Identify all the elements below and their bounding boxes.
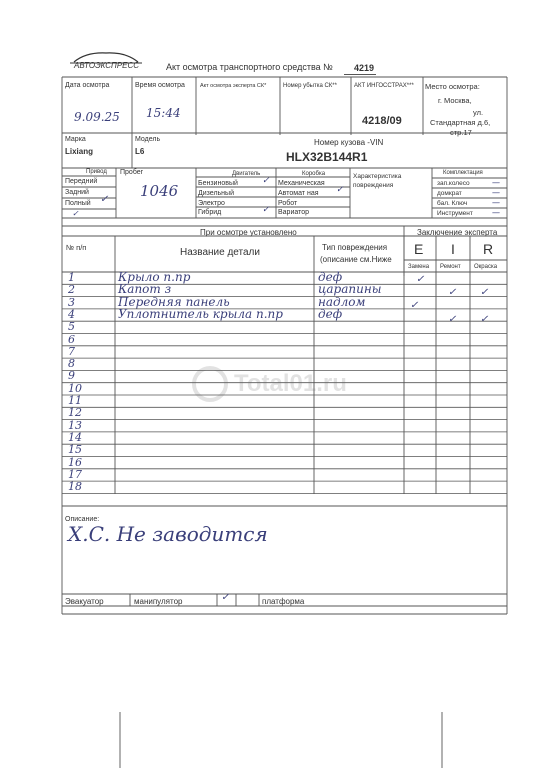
row-number: 10 [68,381,82,395]
row-part-name: Передняя панель [118,294,230,309]
row2-repair-check: ✓ [448,287,457,298]
evac-platform: платформа [262,597,305,606]
engine-diesel: Дизельный [198,190,234,197]
vin-label: Номер кузова -VIN [314,138,384,147]
row-number: 14 [68,430,82,444]
evac-manipulator: манипулятор [134,597,183,606]
ingos-label: АКТ ИНГОССТРАХ*** [354,83,414,89]
engine-title: Двигатель [232,171,261,177]
act-sk-label: Акт осмотра эксперта СК* [200,83,267,89]
engine-hybrid-check: ✓ [262,205,270,215]
kit-dash-1: — [492,178,500,187]
damage-char-title: Характеристика повреждения [353,173,402,189]
row-number: 13 [68,418,82,432]
place-line-4: стр.17 [450,128,472,137]
row-number: 11 [68,394,82,407]
gearbox-robot: Робот [278,200,298,207]
row-damage-type: деф [318,270,343,284]
place-line-1: г. Москва, [438,96,472,105]
row1-replace-check: ✓ [416,274,425,285]
row-number: 8 [68,357,75,371]
notes-text: Х.С. Не заводится [68,522,268,546]
evac-label: Эвакуатор [65,597,104,606]
row-number: 3 [68,295,75,309]
place-line-3: Стандартная д.6, [430,118,491,127]
col-damage-2: (описание см.Ниже [320,255,392,264]
row-number: 18 [68,480,82,494]
row-damage-type: царапины [318,282,382,297]
make-value: Lixiang [65,147,94,156]
loss-number-label: Номер убытка СК** [283,83,337,89]
notes-label: Описание: [65,516,100,523]
row-number: 9 [68,369,75,383]
engine-hybrid: Гибрид [198,209,222,216]
expert-title: Заключение эксперта [417,228,498,237]
time-label: Время осмотра [135,82,185,89]
col-num: № п/п [66,243,87,252]
row-number: 2 [68,283,75,297]
drive-extra-mark: ✓ [72,209,79,218]
kit-title: Комплектация [443,170,483,176]
mileage-value: 1046 [140,182,179,200]
established-title: При осмотре установлено [200,228,297,237]
row-damage-type: надлом [318,294,366,309]
kit-dash-4: — [492,208,500,217]
engine-petrol-check: ✓ [262,176,270,186]
gearbox-auto-check: ✓ [336,185,344,195]
row-number: 17 [68,467,82,481]
sub-r: Окраска [474,264,498,270]
act-title: Акт осмотра транспортного средства № [166,62,333,72]
engine-petrol: Бензиновый [198,180,238,187]
place-label: Место осмотра: [425,82,480,91]
kit-dash-2: — [492,188,500,197]
col-part: Название детали [180,247,260,258]
col-damage-1: Тип повреждения [322,243,388,252]
row-number: 12 [68,406,82,420]
row-part-name: Крыло п.пр [118,270,191,284]
row-number: 7 [68,344,75,358]
engine-electro: Электро [198,200,225,207]
gearbox-title: Коробка [302,171,326,177]
col-r: R [483,241,494,257]
drive-full: Полный [65,200,91,207]
col-e: E [414,241,424,257]
row3-replace-check: ✓ [410,300,419,311]
row-number: 5 [68,320,75,334]
row4-paint-check: ✓ [480,314,489,325]
col-i: I [451,241,455,257]
time-value: 15:44 [146,106,181,120]
kit-spare-wheel: зап.колесо [437,180,470,187]
model-value: L6 [135,147,145,156]
ingos-value: 4218/09 [362,115,402,127]
row-part-name: Капот з [118,282,172,297]
row-part-name: Уплотнитель крыла п.пр [118,306,283,321]
watermark-text: Total01.ru [234,370,347,397]
mileage-label: Пробег [120,169,144,176]
drive-front: Передний [65,178,98,185]
gearbox-variator: Вариатор [278,209,310,216]
row-number: 6 [68,332,75,346]
kit-wrench: бал. Ключ [437,200,468,207]
gearbox-manual: Механическая [278,180,325,187]
evac-manipulator-check: ✓ [221,592,230,603]
row-damage-type: деф [318,306,343,321]
row2-paint-check: ✓ [480,287,489,298]
watermark-logo-icon [190,364,230,404]
model-label: Модель [135,136,161,143]
kit-dash-3: — [492,198,500,207]
kit-tools: Инструмент [437,210,473,217]
row-number: 4 [68,307,75,321]
row4-repair-check: ✓ [448,314,457,325]
sub-e: Замена [408,264,430,270]
vin-value: HLX32B144R1 [286,150,368,164]
drive-rear: Задний [65,189,89,196]
row-number: 16 [68,455,82,469]
row-number: 15 [68,443,82,457]
make-label: Марка [65,136,86,143]
date-value: 9.09.25 [74,110,120,124]
logo-text: АВТОЭКСПРЕСС [74,61,140,70]
gearbox-auto: Автомат ная [278,190,319,197]
drive-full-check: ✓ [100,194,109,205]
act-number: 4219 [354,63,375,73]
drive-title: Привод [86,169,107,175]
place-line-2: ул. [473,108,484,117]
kit-jack: домкрат [437,190,462,197]
sub-i: Ремонт [440,264,461,270]
date-label: Дата осмотра [65,82,110,89]
row-number: 1 [68,271,75,284]
